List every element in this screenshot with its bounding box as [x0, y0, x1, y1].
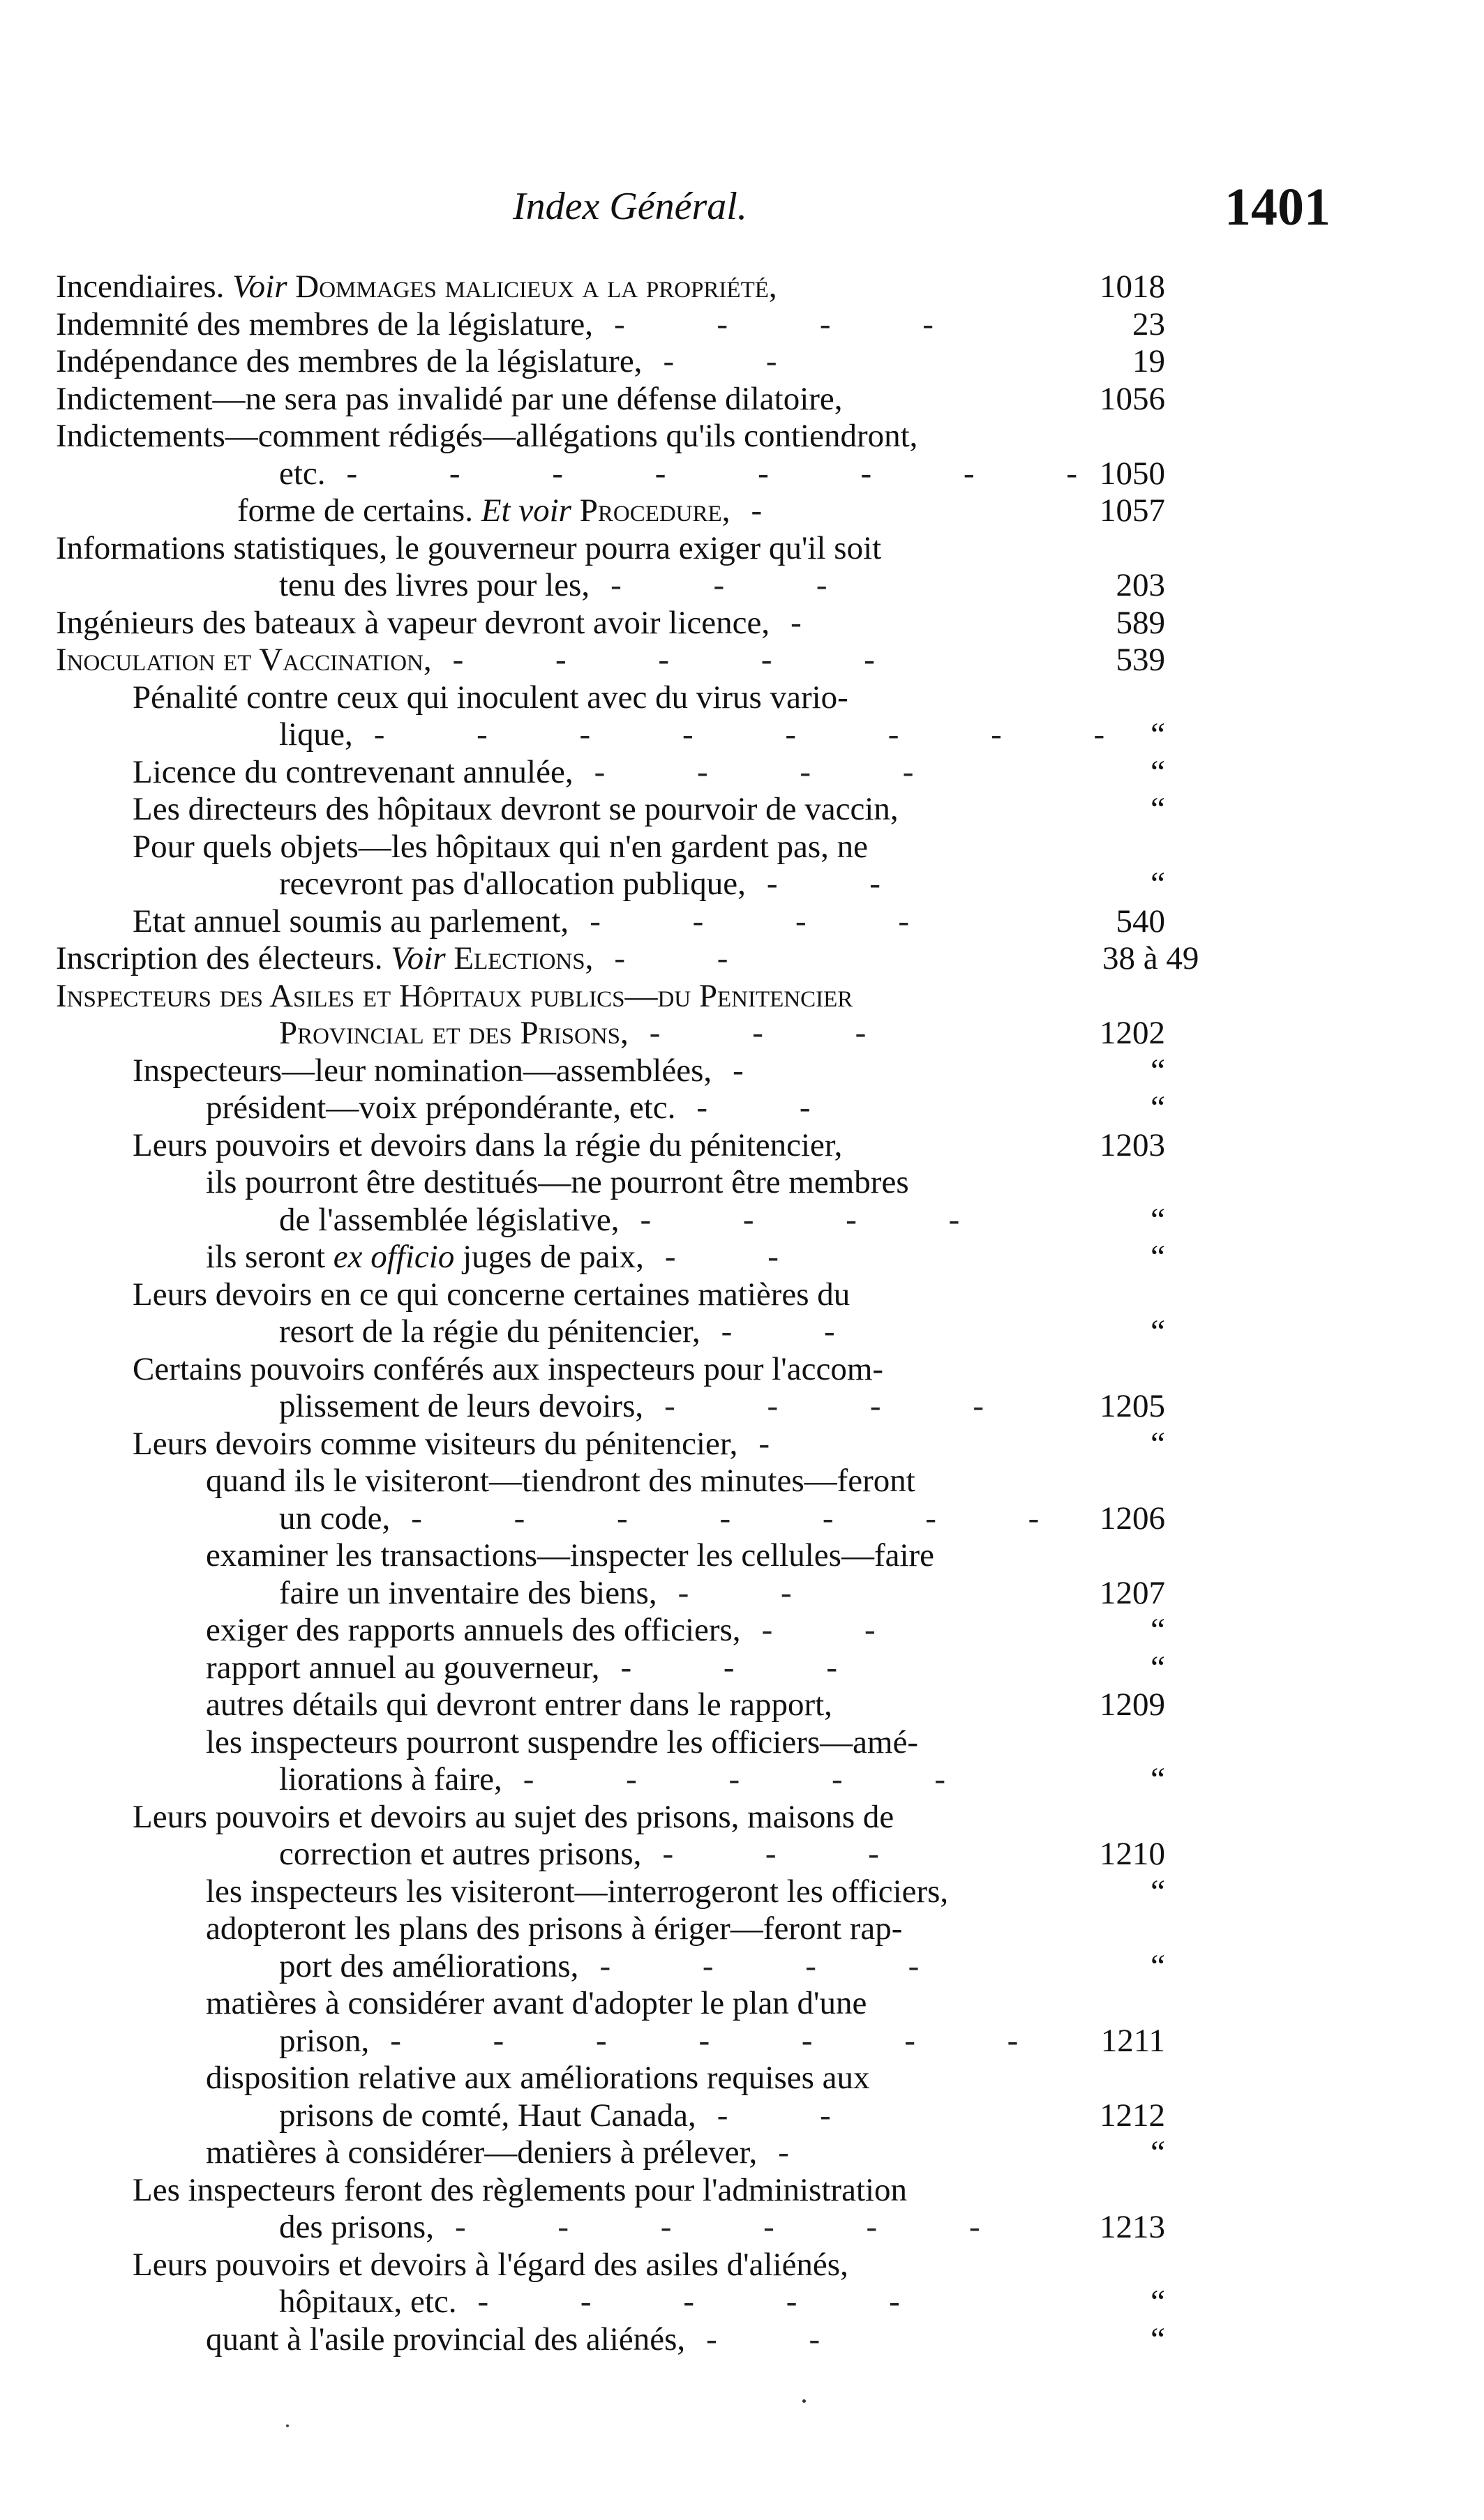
speck-mark	[286, 2424, 289, 2427]
page-reference: “	[1151, 1089, 1165, 1126]
entry-pre: examiner les transactions—inspecter les cellules—faire	[206, 1537, 935, 1574]
entry-pre: plissement de leurs devoirs,	[279, 1388, 644, 1424]
page-reference: “	[1151, 2284, 1165, 2320]
page-reference: “	[1151, 791, 1165, 827]
index-entry	[0, 2284, 1484, 2321]
dash-leader: - -	[696, 1089, 853, 1126]
index-entry	[0, 1687, 1484, 1724]
entry-text	[206, 1910, 902, 1947]
dash-leader: - - - -	[640, 1201, 1002, 1238]
entry-text	[279, 1836, 641, 1873]
entry-text	[133, 1052, 712, 1089]
entry-pre: port des améliorations,	[279, 1947, 579, 1984]
entry-sc: Procedure,	[571, 492, 730, 529]
entry-pre: correction et autres prisons,	[279, 1836, 642, 1872]
entry-sc: Dommages malicieux a la propriété,	[287, 269, 777, 305]
page-reference: “	[1151, 1425, 1165, 1462]
page-reference: 1056	[1100, 380, 1165, 417]
entry-sc: Elections,	[445, 940, 594, 976]
entry-pre: liorations à faire,	[279, 1761, 502, 1797]
entry-pre: président—voix prépondérante, etc.	[206, 1089, 676, 1126]
entry-text	[206, 1724, 918, 1761]
index-entry	[0, 1836, 1484, 1873]
index-entry	[0, 381, 1484, 418]
entry-text	[279, 567, 590, 604]
entry-text	[279, 1948, 578, 1985]
page-reference: 1202	[1100, 1015, 1165, 1051]
dash-leader: - - - - - - - -	[373, 716, 1147, 753]
dash-leader: - -	[706, 2321, 862, 2357]
page-reference: 1212	[1100, 2097, 1165, 2134]
entry-pre: resort de la régie du pénitencier,	[279, 1313, 700, 1350]
index-entry	[0, 306, 1484, 344]
page-reference: “	[1151, 1052, 1165, 1089]
page-reference: “	[1151, 753, 1165, 790]
index-entry	[0, 1089, 1484, 1127]
entry-text	[279, 2284, 457, 2321]
page-reference: 1205	[1100, 1388, 1165, 1424]
entry-pre: ils seront	[206, 1239, 333, 1275]
index-entry	[0, 2060, 1484, 2097]
index-entry	[0, 1388, 1484, 1426]
dash-leader: - - - -	[594, 753, 956, 790]
entry-sc: Provincial et des Prisons,	[279, 1015, 629, 1051]
page-reference: 1209	[1100, 1687, 1165, 1723]
entry-pre: Pénalité contre ceux qui inoculent avec du virus vario-	[133, 679, 848, 716]
entry-text	[206, 1239, 644, 1276]
dash-leader: - - - - - - -	[411, 1500, 1081, 1537]
entry-pre: prisons de comté, Haut Canada,	[279, 2097, 696, 2134]
entry-pre: rapport annuel au gouverneur,	[206, 1649, 600, 1686]
entry-it: Voir	[232, 269, 287, 305]
index-entry	[0, 2247, 1484, 2284]
index-entry	[0, 1164, 1484, 1202]
entry-text	[133, 903, 569, 940]
entry-text	[279, 1388, 643, 1425]
speck-mark	[802, 2399, 806, 2403]
page-reference: 1206	[1100, 1500, 1165, 1537]
running-header-title: Index Général.	[513, 185, 747, 228]
dash-leader: - - - - - - -	[390, 2022, 1060, 2059]
entry-pre: un code,	[279, 1500, 391, 1537]
entry-text	[237, 492, 730, 529]
page-reference: “	[1151, 2134, 1165, 2171]
entry-text	[279, 1761, 502, 1798]
entry-pre: Certains pouvoirs conférés aux inspecteurs pour l'accom-	[133, 1350, 884, 1387]
index-entry	[0, 642, 1484, 679]
entry-pre: Informations statistiques, le gouverneur pourra exiger qu'il soit	[56, 529, 882, 566]
entry-pre: Licence du contrevenant annulée,	[133, 753, 574, 790]
page-reference: “	[1151, 1201, 1165, 1238]
entry-text	[279, 866, 746, 903]
dash-leader: - -	[717, 2097, 873, 2134]
entry-text	[56, 642, 432, 679]
entry-text	[56, 530, 881, 567]
page-reference: “	[1151, 1761, 1165, 1797]
index-entry	[0, 791, 1484, 829]
entry-text	[206, 2321, 685, 2358]
entry-text	[133, 1351, 883, 1388]
index-entry	[0, 716, 1484, 754]
entry-pre: exiger des rapports annuels des officiers,	[206, 1612, 741, 1648]
entry-text	[279, 455, 326, 492]
index-entry	[0, 1463, 1484, 1500]
page-reference: 19	[1132, 343, 1165, 379]
index-entry	[0, 1799, 1484, 1836]
index-entry	[0, 530, 1484, 568]
index-entry	[0, 829, 1484, 866]
entry-text	[133, 791, 899, 828]
index-entry	[0, 1575, 1484, 1613]
dash-leader: - - - -	[664, 1388, 1026, 1424]
entry-pre: quand ils le visiteront—tiendront des minutes—feront	[206, 1463, 915, 1499]
entry-text	[206, 2060, 870, 2097]
entry-pre: tenu des livres pour les,	[279, 567, 590, 603]
dash-leader: - - - - - - - -	[346, 455, 1119, 492]
index-entry	[0, 1761, 1484, 1799]
entry-pre: autres détails qui devront entrer dans le rapport,	[206, 1687, 832, 1723]
entry-it: ex officio	[333, 1239, 455, 1275]
entry-text	[206, 1687, 832, 1723]
page-number: 1401	[1224, 178, 1331, 236]
dash-leader: - - - - - -	[454, 2209, 1022, 2245]
index-entry	[0, 1202, 1484, 1239]
entry-text	[279, 1500, 390, 1537]
index-entry	[0, 1500, 1484, 1538]
page-reference: 1213	[1100, 2209, 1165, 2245]
entry-pre: Pour quels objets—les hôpitaux qui n'en gardent pas, ne	[133, 828, 869, 865]
entry-text	[206, 1612, 741, 1649]
page-reference: 539	[1116, 642, 1165, 678]
index-entry	[0, 2023, 1484, 2060]
index-entry	[0, 679, 1484, 717]
page-reference: 1207	[1100, 1574, 1165, 1611]
entry-text	[133, 1426, 737, 1463]
dash-leader: - - - - -	[477, 2284, 942, 2320]
entry-sc: Inoculation et Vaccination,	[56, 642, 432, 678]
dash-leader: - - -	[620, 1649, 879, 1686]
entry-it: Et voir	[481, 492, 571, 529]
entry-pre: Indemnité des membres de la législature,	[56, 305, 594, 342]
entry-pre: Leurs pouvoirs et devoirs au sujet des prisons, maisons de	[133, 1798, 894, 1835]
entry-it: Voir	[391, 940, 446, 976]
entry-pre: quant à l'asile provincial des aliénés,	[206, 2321, 686, 2357]
index-entry	[0, 455, 1484, 493]
entry-text	[206, 1089, 675, 1126]
dash-leader: - - - -	[590, 903, 952, 940]
index-entry	[0, 1351, 1484, 1389]
index-entries	[0, 269, 1484, 2358]
entry-text	[279, 1015, 629, 1052]
index-entry	[0, 1239, 1484, 1276]
entry-text	[279, 2097, 696, 2134]
dash-leader: - - - -	[599, 1947, 961, 1984]
index-entry	[0, 940, 1484, 978]
index-entry	[0, 1537, 1484, 1575]
dash-leader: -	[758, 1425, 812, 1462]
page-reference: “	[1151, 1873, 1165, 1910]
entry-text	[56, 381, 843, 418]
page-reference: 1057	[1100, 492, 1165, 529]
page-reference: 1211	[1100, 2022, 1165, 2059]
index-entry	[0, 269, 1484, 306]
entry-pre: Inspecteurs—leur nomination—assemblées,	[133, 1052, 712, 1089]
entry-pre: etc.	[279, 455, 326, 492]
dash-leader: - - -	[662, 1836, 921, 1872]
entry-pre: Indictements—comment rédigés—allégations qu'ils contiendront,	[56, 418, 918, 454]
entry-pre: Leurs devoirs en ce qui concerne certaines matières du	[133, 1276, 850, 1313]
index-entry	[0, 903, 1484, 941]
index-entry	[0, 1910, 1484, 1948]
entry-text	[56, 306, 593, 343]
entry-pre: faire un inventaire des biens,	[279, 1574, 657, 1611]
dash-leader: - - -	[610, 567, 869, 603]
entry-pre: Inscription des électeurs.	[56, 940, 391, 976]
page-reference: 1050	[1100, 455, 1165, 492]
page-reference: “	[1151, 1612, 1165, 1648]
index-entry	[0, 1276, 1484, 1314]
entry-pre: Les directeurs des hôpitaux devront se pourvoir de vaccin,	[133, 791, 899, 827]
entry-pre: hôpitaux, etc.	[279, 2284, 457, 2320]
index-entry	[0, 2097, 1484, 2135]
index-entry	[0, 2321, 1484, 2359]
entry-text	[206, 1873, 948, 1910]
entry-pre: Indictement—ne sera pas invalidé par une défense dilatoire,	[56, 380, 843, 417]
index-entry	[0, 418, 1484, 455]
dash-leader: - -	[664, 1239, 820, 1275]
entry-text	[279, 1575, 657, 1612]
index-entry	[0, 866, 1484, 903]
index-entry	[0, 1873, 1484, 1911]
index-entry	[0, 1724, 1484, 1762]
dash-leader: -	[778, 2134, 831, 2171]
entry-text	[279, 716, 353, 753]
index-entry	[0, 978, 1484, 1016]
index-entry	[0, 2172, 1484, 2210]
index-entry	[0, 605, 1484, 642]
entry-text	[279, 1202, 619, 1239]
index-entry	[0, 1313, 1484, 1351]
page-reference: 1203	[1100, 1126, 1165, 1163]
dash-leader: - -	[677, 1574, 834, 1611]
page-reference: “	[1151, 1313, 1165, 1350]
entry-pre: ils pourront être destitués—ne pourront être membres	[206, 1164, 909, 1200]
dash-leader: - -	[766, 866, 922, 902]
entry-text	[133, 2247, 848, 2284]
entry-text	[206, 1650, 600, 1687]
page-reference: “	[1151, 1947, 1165, 1984]
index-entry	[0, 492, 1484, 530]
page-reference: 589	[1116, 604, 1165, 641]
page-reference: 203	[1116, 567, 1165, 603]
entry-text	[133, 1276, 850, 1313]
entry-text	[279, 1313, 700, 1350]
dash-leader: - - -	[649, 1015, 908, 1051]
index-entry	[0, 1426, 1484, 1463]
dash-leader: -	[733, 1052, 786, 1089]
entry-text	[133, 679, 848, 716]
page-reference: 38 à 49	[1102, 940, 1199, 976]
entry-text	[133, 754, 574, 791]
entry-pre: Etat annuel soumis au parlement,	[133, 903, 569, 940]
index-entry	[0, 1650, 1484, 1687]
dash-leader: - - - - -	[523, 1761, 987, 1797]
entry-pre: de l'assemblée législative,	[279, 1201, 620, 1238]
entry-sc: Inspecteurs des Asiles et Hôpitaux publics—du Penitencier	[56, 977, 853, 1014]
entry-text	[133, 1799, 894, 1836]
page-reference: 1018	[1100, 269, 1165, 305]
entry-text	[206, 1537, 934, 1574]
entry-text	[206, 1164, 909, 1201]
index-entry	[0, 2134, 1484, 2172]
entry-pre: les inspecteurs pourront suspendre les officiers—amé-	[206, 1723, 919, 1760]
dash-leader: - - - -	[614, 305, 975, 342]
entry-text	[206, 1985, 867, 2022]
index-entry	[0, 1612, 1484, 1650]
entry-text	[56, 343, 642, 380]
entry-post: juges de paix,	[454, 1239, 644, 1275]
entry-text	[133, 1127, 842, 1164]
entry-text	[133, 2172, 907, 2209]
entry-pre: Ingénieurs des bateaux à vapeur devront avoir licence,	[56, 604, 770, 641]
page-reference: “	[1151, 2321, 1165, 2357]
entry-text	[279, 2209, 434, 2246]
entry-pre: Indépendance des membres de la législature,	[56, 343, 643, 379]
entry-pre: matières à considérer—deniers à prélever,	[206, 2134, 758, 2171]
dash-leader: - -	[761, 1612, 917, 1648]
entry-text	[56, 269, 777, 305]
entry-pre: adopteront les plans des prisons à ériger—feront rap-	[206, 1910, 903, 1947]
index-entry	[0, 567, 1484, 605]
index-entry	[0, 1985, 1484, 2023]
index-entry	[0, 1052, 1484, 1090]
page-reference: 23	[1132, 305, 1165, 342]
dash-leader: - -	[614, 940, 770, 976]
entry-pre: Leurs pouvoirs et devoirs dans la régie du pénitencier,	[133, 1126, 843, 1163]
page-reference: “	[1151, 1239, 1165, 1275]
entry-pre: lique,	[279, 716, 353, 753]
entry-pre: recevront pas d'allocation publique,	[279, 866, 746, 902]
entry-pre: les inspecteurs les visiteront—interrogeront les officiers,	[206, 1873, 949, 1910]
entry-text	[206, 1463, 915, 1500]
entry-pre: disposition relative aux améliorations requises aux	[206, 2060, 870, 2096]
entry-text	[56, 940, 593, 977]
index-entry	[0, 754, 1484, 792]
index-entry	[0, 1948, 1484, 1986]
index-entry	[0, 343, 1484, 381]
dash-leader: - - - - -	[452, 642, 917, 678]
entry-pre: Leurs pouvoirs et devoirs à l'égard des asiles d'aliénés,	[133, 2246, 848, 2283]
entry-pre: forme de certains.	[237, 492, 481, 529]
dash-leader: - -	[721, 1313, 877, 1350]
index-entry	[0, 1127, 1484, 1165]
entry-text	[56, 978, 853, 1015]
page-reference: 540	[1116, 903, 1165, 940]
entry-pre: matières à considérer avant d'adopter le plan d'une	[206, 1985, 867, 2021]
entry-pre: prison,	[279, 2022, 370, 2059]
index-entry	[0, 2209, 1484, 2247]
page-reference: “	[1151, 1649, 1165, 1686]
entry-text	[206, 2134, 757, 2171]
page-reference: “	[1151, 716, 1165, 753]
dash-leader: -	[751, 492, 804, 529]
dash-leader: -	[790, 604, 844, 641]
entry-text	[279, 2023, 369, 2060]
entry-text	[56, 418, 917, 455]
page-reference: 1210	[1100, 1836, 1165, 1872]
entry-pre: Les inspecteurs feront des règlements pour l'administration	[133, 2171, 908, 2208]
entry-pre: Incendiaires.	[56, 269, 233, 305]
entry-text	[133, 829, 868, 866]
dash-leader: - -	[663, 343, 819, 379]
entry-pre: des prisons,	[279, 2209, 434, 2245]
page-reference: “	[1151, 866, 1165, 902]
index-entry	[0, 1015, 1484, 1052]
entry-text	[56, 605, 770, 642]
entry-pre: Leurs devoirs comme visiteurs du pénitencier,	[133, 1425, 738, 1462]
